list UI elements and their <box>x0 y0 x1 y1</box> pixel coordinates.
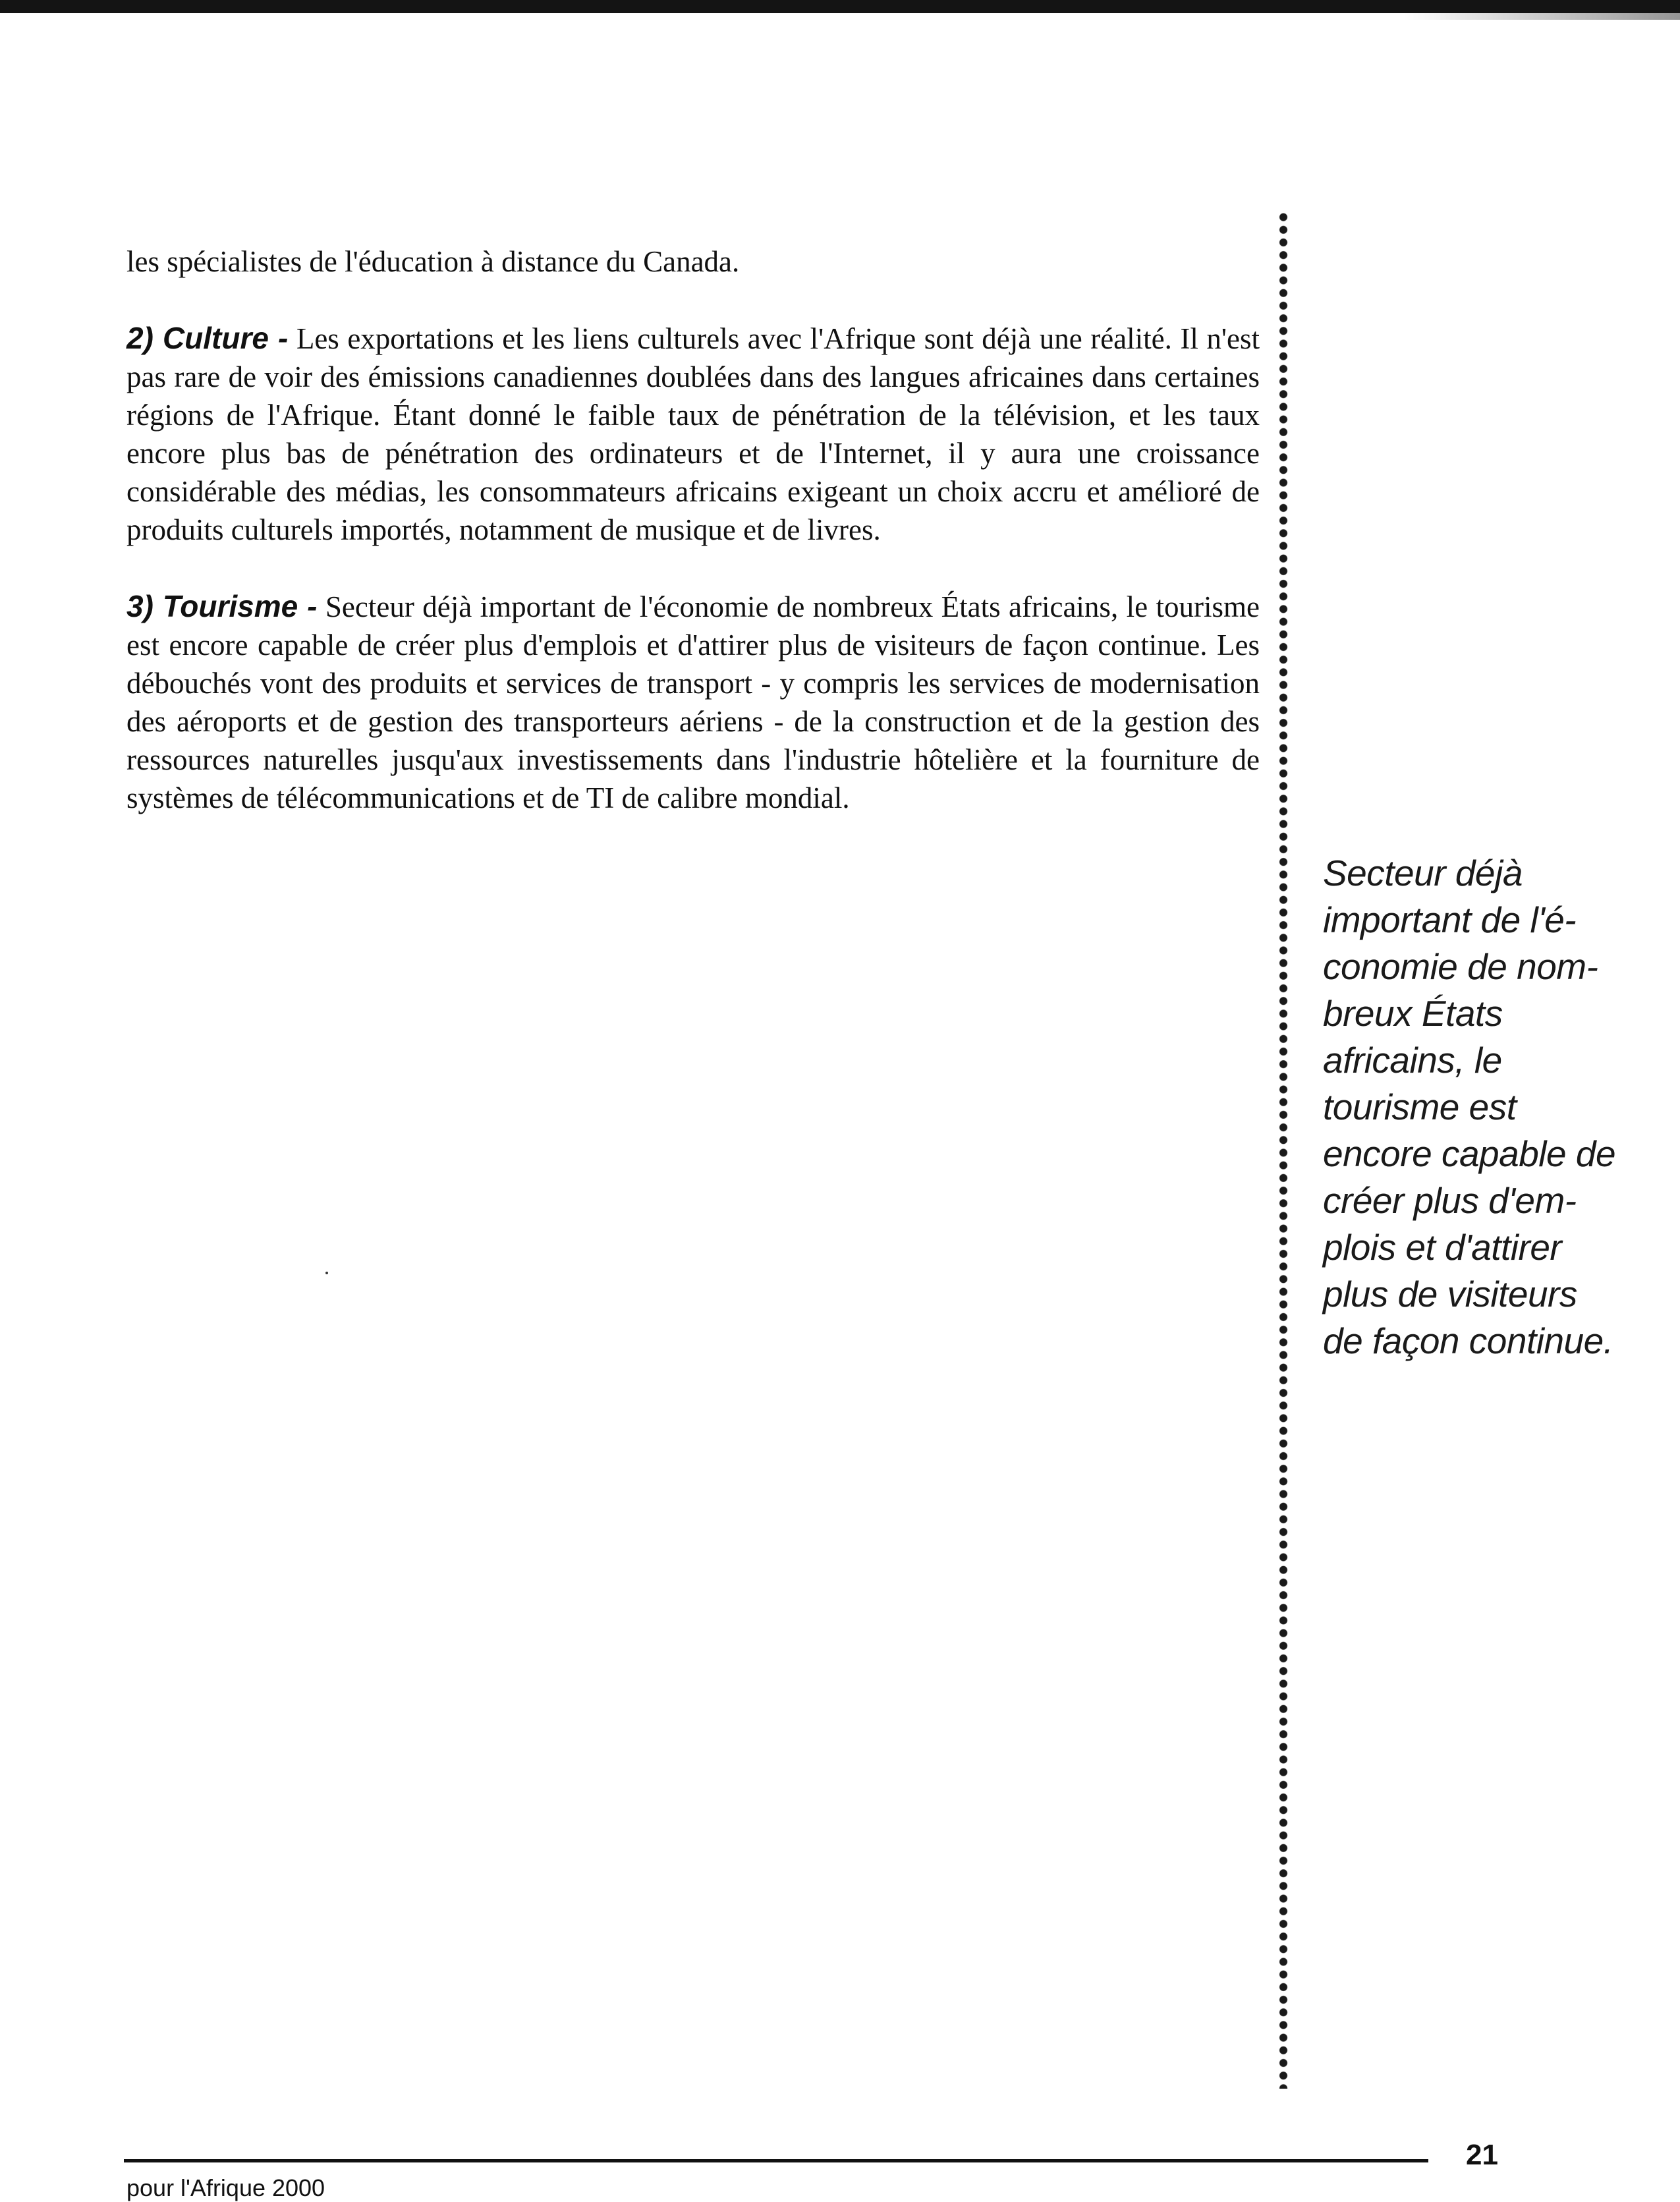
tourism-paragraph <box>126 587 1260 817</box>
top-rule <box>0 0 1680 13</box>
page-number: 21 <box>1466 2139 1498 2171</box>
main-text-column <box>126 242 1260 855</box>
culture-heading: 2) Culture - <box>126 321 289 355</box>
footer-rule <box>124 2159 1428 2162</box>
culture-body: Les exportations et les liens culturels avec l'Afrique sont déjà une réalité. Il n'est pas rare de voir des émissions canadiennes doublées dans des langues africaines dans certaines régions de l'Afrique. Étant donné le faible taux de pénétration de la télévision, et les taux encore plus bas de pénétration des ordinateurs et de l'Internet, il y aura une croissance considérable des médias, les consommateurs africains exigeant un choix accru et amélioré de produits culturels importés, notamment de musique et de livres. <box>126 322 1260 546</box>
tourism-heading: 3) Tourisme - <box>126 589 318 623</box>
footer-publication: pour l'Afrique 2000 <box>126 2174 325 2201</box>
intro-paragraph: les spécialistes de l'éducation à distance du Canada. <box>126 245 740 278</box>
pull-quote: Secteur déjà important de l'é- conomie de nom- breux États africains, le tourisme est encore capable de créer plus d'em- plois et d'attirer plus de visiteurs de façon continue. <box>1323 853 1616 1361</box>
dotted-divider <box>1278 211 1289 2089</box>
scan-speck <box>325 1272 328 1274</box>
culture-paragraph <box>126 319 1260 549</box>
tourism-body: Secteur déjà important de l'économie de nombreux États africains, le tourisme est encore capable de créer plus d'emplois et d'attirer plus de visiteurs de façon continue. Les débouchés vont des produits et services de transport - y compris les services de modernisation des aéroports et de gestion des transporteurs aériens - de la construction et de la gestion des ressources naturelles jusqu'aux investissements dans l'industrie hôtelière et la fourniture de systèmes de télécommunications et de TI de calibre mondial. <box>126 590 1260 814</box>
top-rule-shadow <box>1403 13 1680 20</box>
